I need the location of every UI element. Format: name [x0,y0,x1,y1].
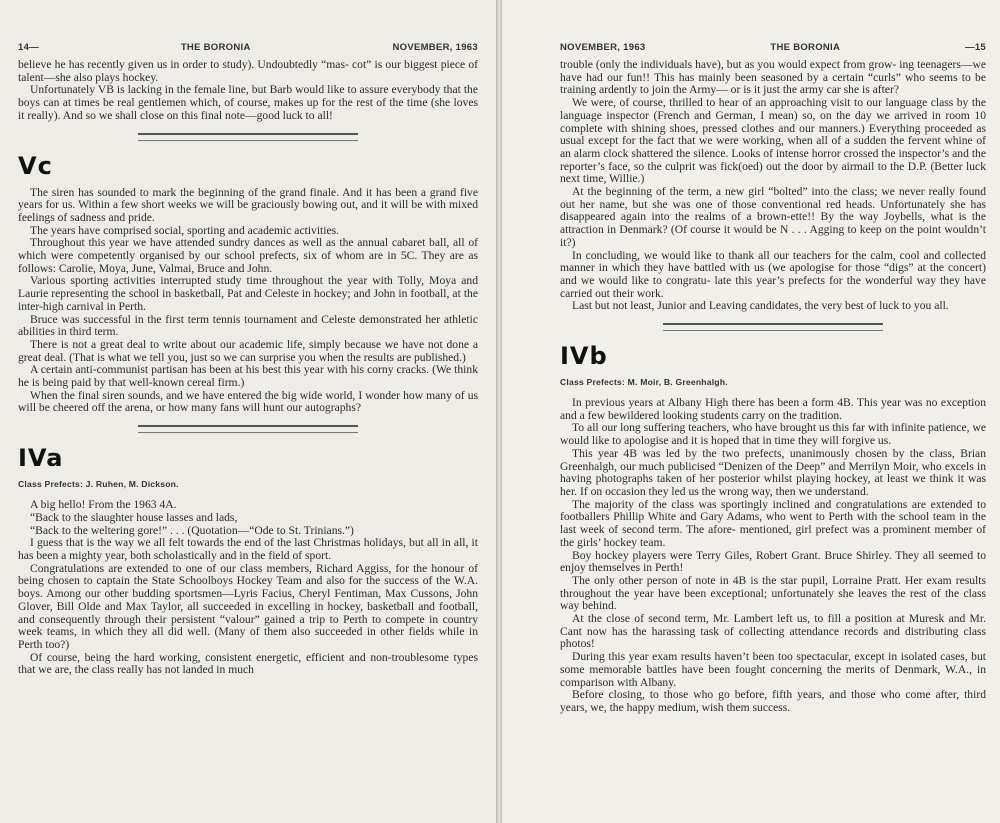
paragraph: The majority of the class was sportingly inclined and congratulations are extended to footballers Phillip White and Gary Adams, who went to Perth with the school team in the last week of second term. The afore- mentioned, girl prefect was a prominent member of the girls’ hockey team. [560,497,986,549]
section-heading-iva: IVa [18,444,64,473]
paragraph: A big hello! From the 1963 4A. [30,498,177,512]
paragraph: In previous years at Albany High there has been a form 4B. This year was no exception and a few bewildered looking students carry on the tradition. [560,396,986,422]
right-page-header [560,42,986,53]
paragraph: In concluding, we would like to thank all our teachers for the calm, cool and collected manner in which they have battled with us (we apologise for those “digs” at the concert) and we would like to congratu- late this year’s prefects for the wonderful way they have carried out their work. [560,248,986,300]
paragraph: I guess that is the way we all felt towards the end of the last Christmas holidays, but all in all, it has been a mighty year, both scholastically and in the field of sport. [18,536,478,562]
paragraph: This year 4B was led by the two prefects, unanimously chosen by the class, Brian Greenhalgh, our much publicised “Denizen of the Deep” and Merrilyn Moir, who excels in having photographs taken of her posterior whilst playing hockey, at least we think it was her. If on occasion they led us the wrong way, then we understand. [560,446,986,498]
paragraph: Unfortunately VB is lacking in the female line, but Barb would like to assure everybody that the boys can at times be real gentlemen which, of course, makes up for the rest of the time (she loves it really). And so we shall close on this final note—good luck to all! [18,83,478,122]
page-number: —15 [965,42,986,53]
section-divider [138,425,358,433]
paragraph: To all our long suffering teachers, who have brought us this far with infinite patience, we would like to apologise and it is hoped that in time they will forgive us. [560,421,986,448]
paragraph: The only other person of note in 4B is the star pupil, Lorraine Pratt. Her exam results throughout the year have been exceptional; unfortunately she leaves the rest of the class way behind. [560,573,986,613]
paragraph: At the close of second term, Mr. Lambert left us, to fill a position at Muresk and Mr. Cant now has the harassing task of collecting attendance records and distributing class photos! [560,612,986,651]
paragraph: A certain anti-communist partisan has been at his best this year with his corny cracks. (We think he is being paid by that well-known cereal firm.) [18,363,478,390]
paragraph: believe he has recently given us in order to study). Undoubtedly “mas- cot” is our biggest piece of talent—she also plays hockey. [18,58,478,84]
paragraph: Congratulations are extended to one of our class members, Richard Aggiss, for the honour of being chosen to captain the State Schoolboys Hockey Team and also for the success of the W.A. boys. Among our other budding sportsmen—Lyris Facius, Cheryl Fentiman, Max Cussons, John Glover, Bill Olde and Max Taylor, all succeeded in excelling in hockey, basketball and football, and consequently through their persistent “valour” gained a trip to Perth to compete in country week teams, in which they all did well. (Many of them also succeeded in other fields while in Perth too?) [18,561,478,651]
paragraph: Before closing, to those who go before, fifth years, and those who come after, third years, we, the happy medium, wish them success. [560,688,986,714]
section-heading-ivb: IVb [560,342,608,371]
class-prefects: Class Prefects: J. Ruhen, M. Dickson. [18,479,179,490]
paragraph: The years have comprised social, sporting and academic activities. [30,223,340,237]
paragraph: Boy hockey players were Terry Giles, Robert Grant. Bruce Shirley. They all seemed to enjoy themselves in Perth! [560,548,986,575]
paragraph: trouble (only the individuals have), but as you would expect from grow- ing teenagers—we have had our fun!! This has mainly been seasoned by a certain “curls” who seems to be training ardently to join the Army— or is it just the army car she is after? [560,58,986,97]
paragraph: There is not a great deal to write about our academic life, simply because we have not done a great deal. (That is what we tell you, just so we can surprise you when the results are published.) [18,337,478,364]
issue-date: NOVEMBER, 1963 [560,42,646,53]
left-page-header [18,42,478,53]
paragraph: When the final siren sounds, and we have entered the big wide world, I wonder how many of us will be cheered off the arena, or how many fans will hunt our autographs? [18,388,478,415]
paragraph: We were, of course, thrilled to hear of an approaching visit to our language class by the language inspector (French and German, I mean) so, on the day we arrived in room 10 complete with shining shoes, pressed clothes and our manners.) Everything proceeded as usual except for the fact that we were working, when all of a sudden the fervent whine of an alarm clock shattered the silence. Looks of intense horror crossed the inspector’s and the reporter’s face, so the culprit was fick(oed) out the door by airmail to the D.P. (Better luck next time, Willie.) [560,96,986,186]
publication-title: THE BORONIA [770,42,841,53]
section-divider [663,323,883,331]
paragraph: Bruce was successful in the first term tennis tournament and Celeste demonstrated her athletic abilities in third term. [18,312,478,339]
paragraph: At the beginning of the term, a new girl “bolted” into the class; we never really found out her name, but she was one of those conventional red heads. Unfortunately she has disappeared again into the realms of a brown-ette!! By the way Joybells, what is the attraction in Denmark? (Of course it would be N . . . Agging to keep on the point wouldn’t it?) [560,185,986,249]
publication-title: THE BORONIA [180,42,251,53]
section-heading-vc: Vc [18,151,53,180]
paragraph: “Back to the slaughter house lasses and lads, [30,510,238,524]
paragraph: Various sporting activities interrupted study time throughout the year with Tolly, Moya and Laurie representing the school in basketball, Pat and Celeste in hockey; and John in football, at the inter-high carnival in Perth. [18,274,478,313]
class-prefects: Class Prefects: M. Moir, B. Greenhalgh. [560,377,728,388]
left-page [0,0,496,823]
paragraph: During this year exam results haven’t been too spectacular, except in isolated cases, but some memorable battles have been fought concerning the merits of Denmark, W.A., in comparison with Albany. [560,650,986,689]
page-number: 14— [18,42,39,53]
paragraph: Last but not least, Junior and Leaving candidates, the very best of luck to you all. [572,299,949,313]
paragraph: “Back to the weltering gore!” . . . (Quotation—“Ode to St. Trinians.”) [30,523,354,537]
right-page [502,0,1000,823]
paragraph: Of course, being the hard working, consistent energetic, efficient and non-troublesome types that we are, the class really has not landed in much [18,650,478,677]
section-divider [138,133,358,141]
issue-date: NOVEMBER, 1963 [392,42,478,53]
paragraph: Throughout this year we have attended sundry dances as well as the annual cabaret ball, all of which were competently organised by our school prefects, six of whom are in 5C. They are as follows: Carolie, Moya, June, Valmai, Bruce and John. [18,236,478,275]
paragraph: The siren has sounded to mark the beginning of the grand finale. And it has been a grand five years for us. Within a few short weeks we will be graciously bowing out, and it will be with mixed feelings of sadness and pride. [18,185,478,224]
